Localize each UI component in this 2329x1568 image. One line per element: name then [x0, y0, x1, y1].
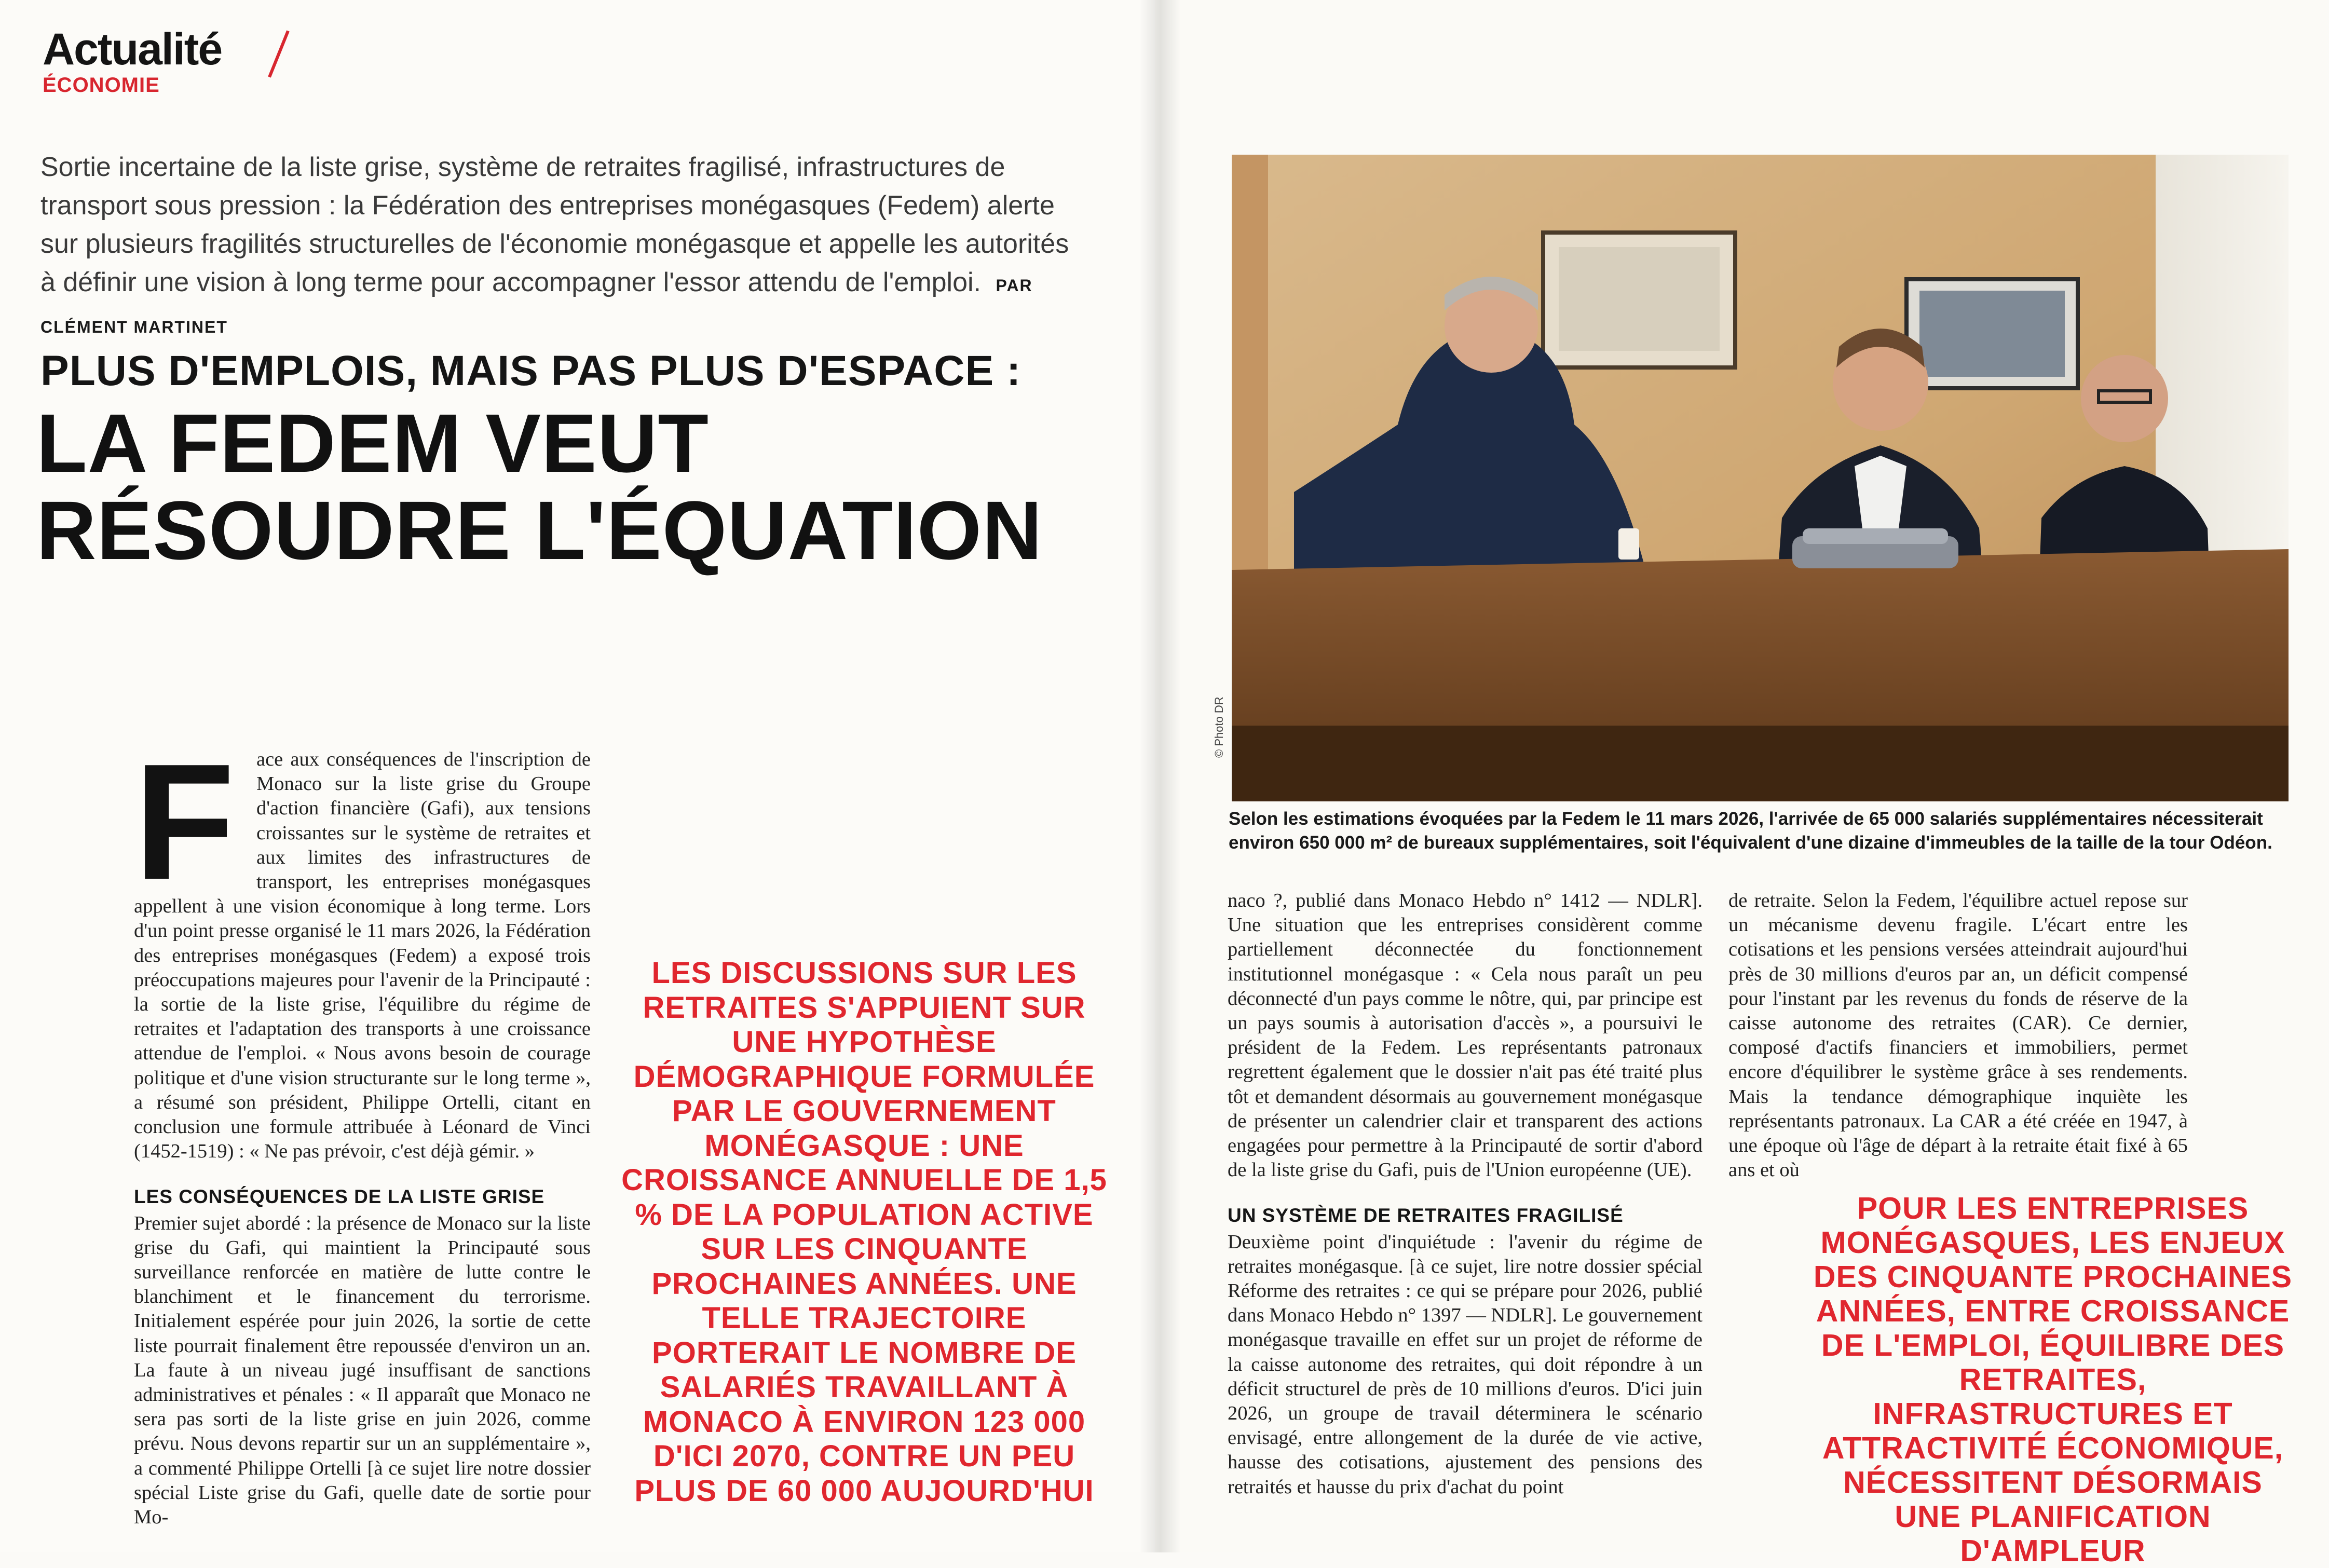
headline-line-2: RÉSOUDRE L'ÉQUATION — [36, 484, 1043, 577]
body-paragraph-5: de retraite. Selon la Fedem, l'équilibre actuel repose sur un mécanisme devenu fragile. L'écart entre les cotisations et les pensions versées atteindrait aujourd'hui près de 30 millions d'euros par an, un déficit compensé pour l'instant par les revenus du fonds de réserve de la caisse autonome des retraites (CAR). Ce dernier, composé d'actifs financiers et immobiliers, permet encore d'équilibrer le système grâce à ses rendements. Mais la tendance démographique inquiète les représentants patronaux. La CAR a été créée en 1947, à une époque où l'âge de départ à la retraite était fixé à 65 ans et où — [1728, 890, 2188, 1181]
section-subtitle: ÉCONOMIE — [43, 74, 160, 97]
photo-credit: © Photo DR — [1213, 697, 1225, 758]
body-column-1 — [134, 730, 591, 1530]
headline-line-1: LA FEDEM VEUT — [36, 397, 709, 489]
photo-caption: Selon les estimations évoquées par la Fedem le 11 mars 2026, l'arrivée de 65 000 salariés supplémentaires nécessiterait environ 650 000 m² de bureaux supplémentaires, soit l'équivalent d'une dizaine d'immeubles de la taille de la tour Odéon. — [1229, 809, 2272, 853]
body-paragraph-1: ace aux conséquences de l'inscription de Monaco sur la liste grise du Groupe d'action financière (Gafi), aux tensions croissantes sur le système de retraites et aux limites des infrastructures de transport, les entreprises monégasques appellent à une vision économique à long terme. Lors d'un point presse organisé le 11 mars 2026, la Fédération des entreprises monégasques (Fedem) a exposé trois préoccupations majeures pour l'avenir de la Principauté : la sortie de la liste grise, l'équilibre du régime de retraites et l'adaptation des transports à une croissance attendue de l'emploi. « Nous avons besoin de courage politique et d'une vision structurante sur le long terme », a résumé son président, Philippe Ortelli, citant en conclusion une formule attribuée à Léonard de Vinci (1452-1519) : « Ne pas prévoir, c'est déjà gémir. » — [134, 748, 591, 1163]
pull-quote-left: LES DISCUSSIONS SUR LES RETRAITES S'APPUIENT SUR UNE HYPOTHÈSE DÉMOGRAPHIQUE FORMULÉE PAR LE GOUVERNEMENT MONÉGASQUE : UNE CROISSANCE ANNUELLE DE 1,5 % DE LA POPULATION ACTIVE SUR LES CINQUANTE PROCHAINES ANNÉES. UNE TELLE TRAJECTOIRE PORTERAIT LE NOMBRE DE SALARIÉS TRAVAILLANT À MONACO À ENVIRON 123 000 D'ICI 2070, CONTRE UN PEU PLUS DE 60 000 AUJOURD'HUI — [621, 956, 1107, 1508]
section-header — [43, 24, 222, 97]
body-paragraph-4: Deuxième point d'inquiétude : l'avenir du régime de retraites monégasque. [à ce sujet, lire notre dossier spécial Réforme des retraites : ce qui se prépare pour 2026, publié dans Monaco Hebdo n° 1397 — NDLR]. Le gouvernement monégasque travaille en effet sur un projet de réforme de la caisse autonome des retraites, qui doit répondre à un déficit structurel de près de 10 millions d'euros. D'ici juin 2026, un groupe de travail déterminera le scénario envisagé, entre allongement de la durée de vie active, hausse des cotisations, ajustement des pensions des retraités et hausse du prix d'achat du point — [1228, 1231, 1703, 1498]
body-column-4 — [1728, 889, 2188, 1182]
page-gutter — [1139, 0, 1181, 1552]
body-paragraph-3: naco ?, publié dans Monaco Hebdo n° 1412 — NDLR]. Une situation que les entreprises considèrent comme partiellement déconnectée du fonctionnement institutionnel monégasque : « Cela nous paraît un peu déconnecté d'un pays comme le nôtre, qui, par principe est un pays soumis à autorisation d'accès », a poursuivi le président de la Fedem. Les représentants patronaux regrettent également que le dossier n'ait pas été traité plus tôt et demandent désormais au gouvernement monégasque de présenter un calendrier clair et transparent des actions engagées pour permettre à la Principauté de sortir d'abord de la liste grise du Gafi, puis de l'Union européenne (UE). — [1228, 890, 1703, 1181]
photo-illustration — [1232, 155, 2289, 801]
headline-kicker: PLUS D'EMPLOIS, MAIS PAS PLUS D'ESPACE : — [40, 347, 1022, 394]
headline — [36, 397, 1043, 577]
body-paragraph-2: Premier sujet abordé : la présence de Monaco sur la liste grise du Gafi, qui maintient la Principauté sous surveillance renforcée en matière de lutte contre le blanchiment et le financement du terrorisme. Initialement espérée pour juin 2026, la sortie de cette liste pourrait finalement être repoussée d'environ un an. La faute à un niveau jugé insuffisant de sanctions administratives et pénales : « Il apparaît que Monaco ne sera pas sorti de la liste grise en juin 2026, comme prévu. Nous devons repartir sur un an supplémentaire », a commenté Philippe Ortelli [à ce sujet lire notre dossier spécial Liste grise du Gafi, quelle date de sortie pour Mo- — [134, 1212, 591, 1529]
body-column-3 — [1228, 889, 1703, 1499]
drop-cap: F — [134, 730, 235, 914]
subhead-retraites: UN SYSTÈME DE RETRAITES FRAGILISÉ — [1228, 1205, 1624, 1226]
article-lead — [40, 148, 1073, 346]
subhead-liste-grise: LES CONSÉQUENCES DE LA LISTE GRISE — [134, 1186, 545, 1208]
section-title: Actualité — [43, 24, 222, 74]
pull-quote-right: POUR LES ENTREPRISES MONÉGASQUES, LES ENJEUX DES CINQUANTE PROCHAINES ANNÉES, ENTRE CROISSANCE DE L'EMPLOI, ÉQUILIBRE DES RETRAITES, INFRASTRUCTURES ET ATTRACTIVITÉ ÉCONOMIQUE, NÉCESSITENT DÉSORMAIS UNE PLANIFICATION D'AMPLEUR — [1813, 1191, 2293, 1568]
byline: PAR CLÉMENT MARTINET — [40, 276, 1033, 336]
lead-text: Sortie incertaine de la liste grise, système de retraites fragilisé, infrastructures de transport sous pression : la Fédération des entreprises monégasques (Fedem) alerte sur plusieurs fragilités structurelles de l'économie monégasque et appelle les autorités à définir une vision à long terme pour accompagner l'essor attendu de l'emploi. — [40, 152, 1069, 297]
press-conference-photo — [1232, 155, 2289, 801]
